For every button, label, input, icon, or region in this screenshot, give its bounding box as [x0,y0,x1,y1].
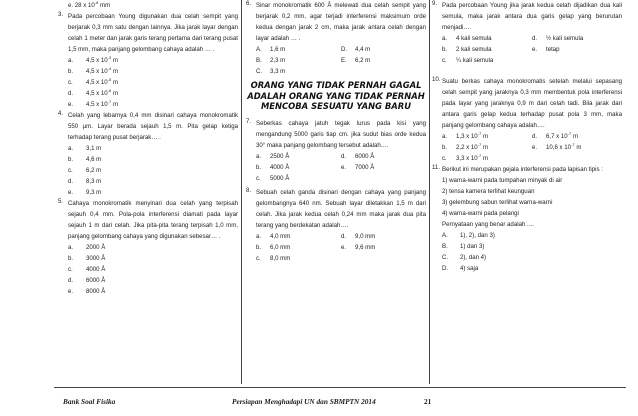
answer-option [442,241,622,252]
question-text: Celah yang lebarnya 0,4 mm disinari cahaya monokromatik 550 µm. Layar berada sejauh 1,5 m. Pita gelap ketiga terhadap terang pusat berjarak… . [68,112,238,141]
option-letter: e. [68,288,74,295]
option-unit: m [111,68,119,75]
footer-book-title: Bank Soal Fisika [63,397,116,406]
option-text: 8,3 m [86,178,102,185]
option-text: 3,1 m [86,145,102,152]
option-letter: d. [341,152,347,160]
answer-option [68,154,238,165]
option-exponent: -7 [107,98,112,104]
question-text: Seberkas cahaya jatuh tegak lurus pada kisi yang mengandung 5000 garis tiap cm. jika sudut bias orde kedua 30° maka panjang gelombang tersebut adalah…. [256,119,426,149]
option-text: 4,5 x 10 [86,68,108,75]
option-text: 9,3 m [86,189,102,196]
question-number: 8. [246,186,252,194]
option-letter: a. [256,232,262,240]
option-text: 4) saja [460,265,479,272]
answer-option [442,263,622,274]
option-exponent: -5 [107,76,112,82]
question-text: Berikut ini merupakan gejala interferensi pada lapisan tipis : [442,166,603,173]
answer-option [341,242,426,253]
answer-option [341,253,426,264]
option-unit: m [111,57,119,64]
page-number: 21 [424,397,432,406]
option-letter: b. [442,46,448,53]
answer-option [256,253,341,264]
answer-option [341,173,426,184]
option-text: 8000 Å [86,288,106,295]
answer-option [341,162,426,173]
option-letter: e. [68,101,74,108]
answer-option [442,131,532,142]
option-letter: B. [256,57,262,64]
option-text: 1,3 x 10 [456,133,478,140]
option-letter: b. [68,68,74,75]
question-text: Cahaya monokromatik menyinari dua celah yang terpisah sejauh 0,4 mm. Pola-pola interferensi diamati pada layar sejauh 1 m dari celah. Jika pita-pita terang terpisah 1,0 mm, panjang gelombang cahaya yang digunakan sebesar… . [68,200,238,240]
option-letter: c. [256,254,261,262]
column-3 [432,0,622,380]
option-letter: c. [68,167,73,174]
question-3-options [58,55,238,110]
option-letter: d. [68,178,74,185]
option-text: 2000 Å [86,244,106,251]
option-exponent: -4 [107,65,112,71]
option-letter: b. [68,255,74,262]
option-text: 4 kali semula [456,35,492,42]
option-unit: mm [98,2,111,9]
option-text: ½ kali semula [546,35,584,42]
option-text: 3,3 m [270,68,286,75]
question-number: 4. [58,110,64,117]
answer-option [532,44,622,55]
question-8 [246,187,426,264]
answer-option [442,230,622,241]
option-text: ¼ kali semula [456,57,494,64]
question-number: 5. [58,198,64,205]
question-4 [58,110,238,198]
option-letter: e. [68,189,74,196]
option-exponent: -8 [94,0,99,5]
question-5 [58,198,238,297]
question-number: 11. [432,164,441,171]
option-exponent: -7 [477,141,482,147]
option-text: 4,5 x 10 [86,57,108,64]
answer-option [68,253,238,264]
option-text: 4,5 x 10 [86,101,108,108]
answer-option [256,162,341,173]
option-unit: m [111,79,119,86]
answer-option [68,286,238,297]
option-text: 4000 Å [86,266,106,273]
question-11 [432,164,622,274]
question-4-options [58,143,238,198]
option-unit: m [574,144,582,151]
option-text: 2), dan 4) [460,254,487,261]
answer-option [341,231,426,242]
question-7-options [256,151,426,184]
option-text: 4000 Å [270,163,290,171]
answer-option [341,44,426,55]
question-text: Pada percobaan Young digunakan dua celah sempit yang berjarak 0,3 mm satu dengan lainnya. Jika jarak layar dengan celah 1 meter dan jarak garis terang pertama dari terang pusat 1,5 mm, maka panjang gelombang cahaya adalah … . [68,13,238,53]
question-number: 10. [432,76,441,83]
answer-option [256,242,341,253]
column-divider-1 [241,0,242,384]
question-text: Sebuah celah ganda disinari dengan cahaya yang panjang gelombangnya 640 nm. Sebuah layar diletakkan 1,5 m dari celah. Jika jarak kedua celah 0,24 mm maka jarak dua pita terang yang berdekatan adalah…. [256,188,426,229]
option-letter: d. [68,90,74,97]
option-letter: A. [256,46,262,53]
option-text: 2 kali semula [456,46,492,53]
answer-option [68,66,238,77]
option-text: 4,5 x 10 [86,90,108,97]
option-text: 2500 Å [270,152,290,160]
option-letter: d. [341,232,347,240]
column-1 [58,0,238,380]
option-text: 6,2 m [355,57,371,64]
answer-option [532,142,622,153]
option-letter: a. [68,145,74,152]
answer-option [341,66,426,77]
motto-banner: ORANG YANG TIDAK PERNAH GAGAL ADALAH ORANG YANG TIDAK PERNAH MENCOBA SESUATU YANG BARU [247,80,425,111]
answer-option [442,142,532,153]
option-text: 1), 2), dan 3) [460,232,495,239]
option-letter: a. [442,133,448,140]
option-letter: c. [442,57,447,64]
answer-option [68,264,238,275]
question-text: Pada percobaan Young jika jarak kedua celah dijadikan dua kali semula, maka jarak antara dua garis gelap yang berurutan menjadi…. [442,2,622,31]
option-text: 1) dan 3) [460,243,485,250]
question-number: 6. [246,0,252,7]
option-unit: m [481,133,489,140]
answer-option [532,55,622,66]
option-exponent: -7 [571,141,575,147]
question-number: 9. [432,0,438,7]
option-letter: e. [532,144,538,151]
answer-option [68,242,238,253]
option-letter: e. [341,163,347,171]
answer-option [256,173,341,184]
question-text: Suatu berkas cahaya monokromatis setelah melalui sepasang celah sempit yang jaraknya 0,3 mm membentuk pola interferensi pada layar yang jaraknya 0,9 m dari celah tadi. Bila jarak dari antara garis gelap kedua terhadap pusat pola 3 mm, maka panjang gelombang cahaya adalah…. [442,78,622,129]
option-text: 7000 Å [355,163,375,171]
answer-option [442,44,532,55]
option-text: 8,0 mm [270,254,291,262]
question-number: 7. [246,117,252,125]
option-text: 9,0 mm [355,232,376,240]
answer-option [256,44,341,55]
option-unit: m [481,144,489,151]
option-letter: B. [442,243,448,250]
footer-subtitle: Persiapan Menghadapi UN dan SBMPTN 2014 [232,397,376,406]
answer-option [68,187,238,198]
answer-option [256,231,341,242]
option-letter: d. [68,277,74,284]
answer-option [68,176,238,187]
option-letter: a. [68,244,74,251]
question-text: Sinar monokromatik 600 Å melewati dua celah sempit yang berjarak 0,2 mm, agar terjadi interferensi maksimum orde kedua dengan jarak 2 cm, maka jarak antara celah dengan layar adalah … . [256,2,426,42]
answer-option [442,55,532,66]
option-text: 6,7 x 10 [546,133,568,140]
option-text: 1,6 m [270,46,286,53]
option-exponent: -7 [477,152,482,158]
option-letter: D. [442,265,449,272]
option-letter: c. [68,79,73,86]
option-letter: d. [532,35,538,42]
option-exponent: -7 [567,130,572,136]
footer-rule [54,387,626,388]
option-letter: a. [442,35,448,42]
option-text: 3,3 x 10 [456,155,478,162]
option-text: 6,2 m [86,167,102,174]
answer-option [341,55,426,66]
statement-item: 2) tensa kamera terlihat keunguan [442,188,535,195]
question-prompt: Pernyataan yang benar adalah .... [442,221,534,228]
option-text: 4,6 m [86,156,102,163]
option-text: 9,6 mm [355,243,376,251]
option-letter: D. [341,46,348,53]
option-letter: c. [256,174,261,182]
option-unit: m [111,101,119,108]
option-letter: d. [532,133,538,140]
question-6-options [256,44,426,77]
answer-option [442,153,532,164]
answer-option [532,153,622,164]
statement-item: 3) gelembung sabun terlihat warna-warni [442,199,553,206]
question-number: 3. [58,11,64,18]
option-letter: b. [68,156,74,163]
question-10 [432,76,622,164]
option-letter: e. [341,243,347,251]
question-11-options [432,230,622,274]
option-exponent: -6 [107,87,112,93]
column-2 [246,0,426,380]
answer-option [68,55,238,66]
option-unit: m [111,90,119,97]
option-letter: b. [256,163,262,171]
question-8-options [256,231,426,264]
question-9-options [442,33,622,66]
option-text: 3000 Å [86,255,106,262]
question-5-options [58,242,238,297]
question-10-options [442,131,622,164]
option-text: 6000 Å [86,277,106,284]
question-9 [432,0,622,66]
answer-option [442,252,622,263]
option-letter: b. [442,144,448,151]
option-unit: m [481,155,489,162]
answer-option [341,151,426,162]
statement-item: 1) warna-warni pada tumpahan minyak di air [442,177,563,184]
answer-option [256,151,341,162]
option-exponent: -3 [107,54,112,60]
option-letter: a. [68,57,74,64]
answer-option [256,66,341,77]
question-6 [246,0,426,77]
option-text: 4,0 mm [270,232,291,240]
option-letter: a. [256,152,262,160]
option-letter: e. [532,46,538,53]
option-unit: m [571,133,579,140]
option-text: 6,0 mm [270,243,291,251]
answer-option [68,77,238,88]
option-text: 6000 Å [355,152,375,160]
option-text: 5000 Å [270,174,290,182]
answer-option [68,143,238,154]
option-text: 2,2 x 10 [456,144,478,151]
question-3 [58,11,238,110]
option-letter: E. [341,57,347,64]
option-text: tetap [546,46,560,53]
option-letter: b. [256,243,262,251]
answer-option [442,33,532,44]
option-text: 4,4 m [355,46,371,53]
answer-option [68,275,238,286]
option-text: 4,5 x 10 [86,79,108,86]
option-text: 10,6 x 10 [546,144,572,151]
option-text: 2,3 m [270,57,286,64]
question-2-option-e [68,0,238,11]
option-letter: C. [256,68,263,75]
option-letter: c. [68,266,73,273]
answer-option [532,33,622,44]
answer-option [256,55,341,66]
answer-option [68,165,238,176]
option-letter: C. [442,254,449,261]
option-letter: A. [442,232,448,239]
question-11-statements [432,175,622,219]
statement-item: 4) warna-warni pada pelangi [442,210,519,217]
column-divider-2 [429,0,430,384]
answer-option [68,99,238,110]
answer-option [68,88,238,99]
answer-option [532,131,622,142]
question-7 [246,118,426,184]
option-letter: c. [442,155,447,162]
option-text: e. 28 x 10 [68,2,95,9]
option-exponent: -7 [477,130,482,136]
